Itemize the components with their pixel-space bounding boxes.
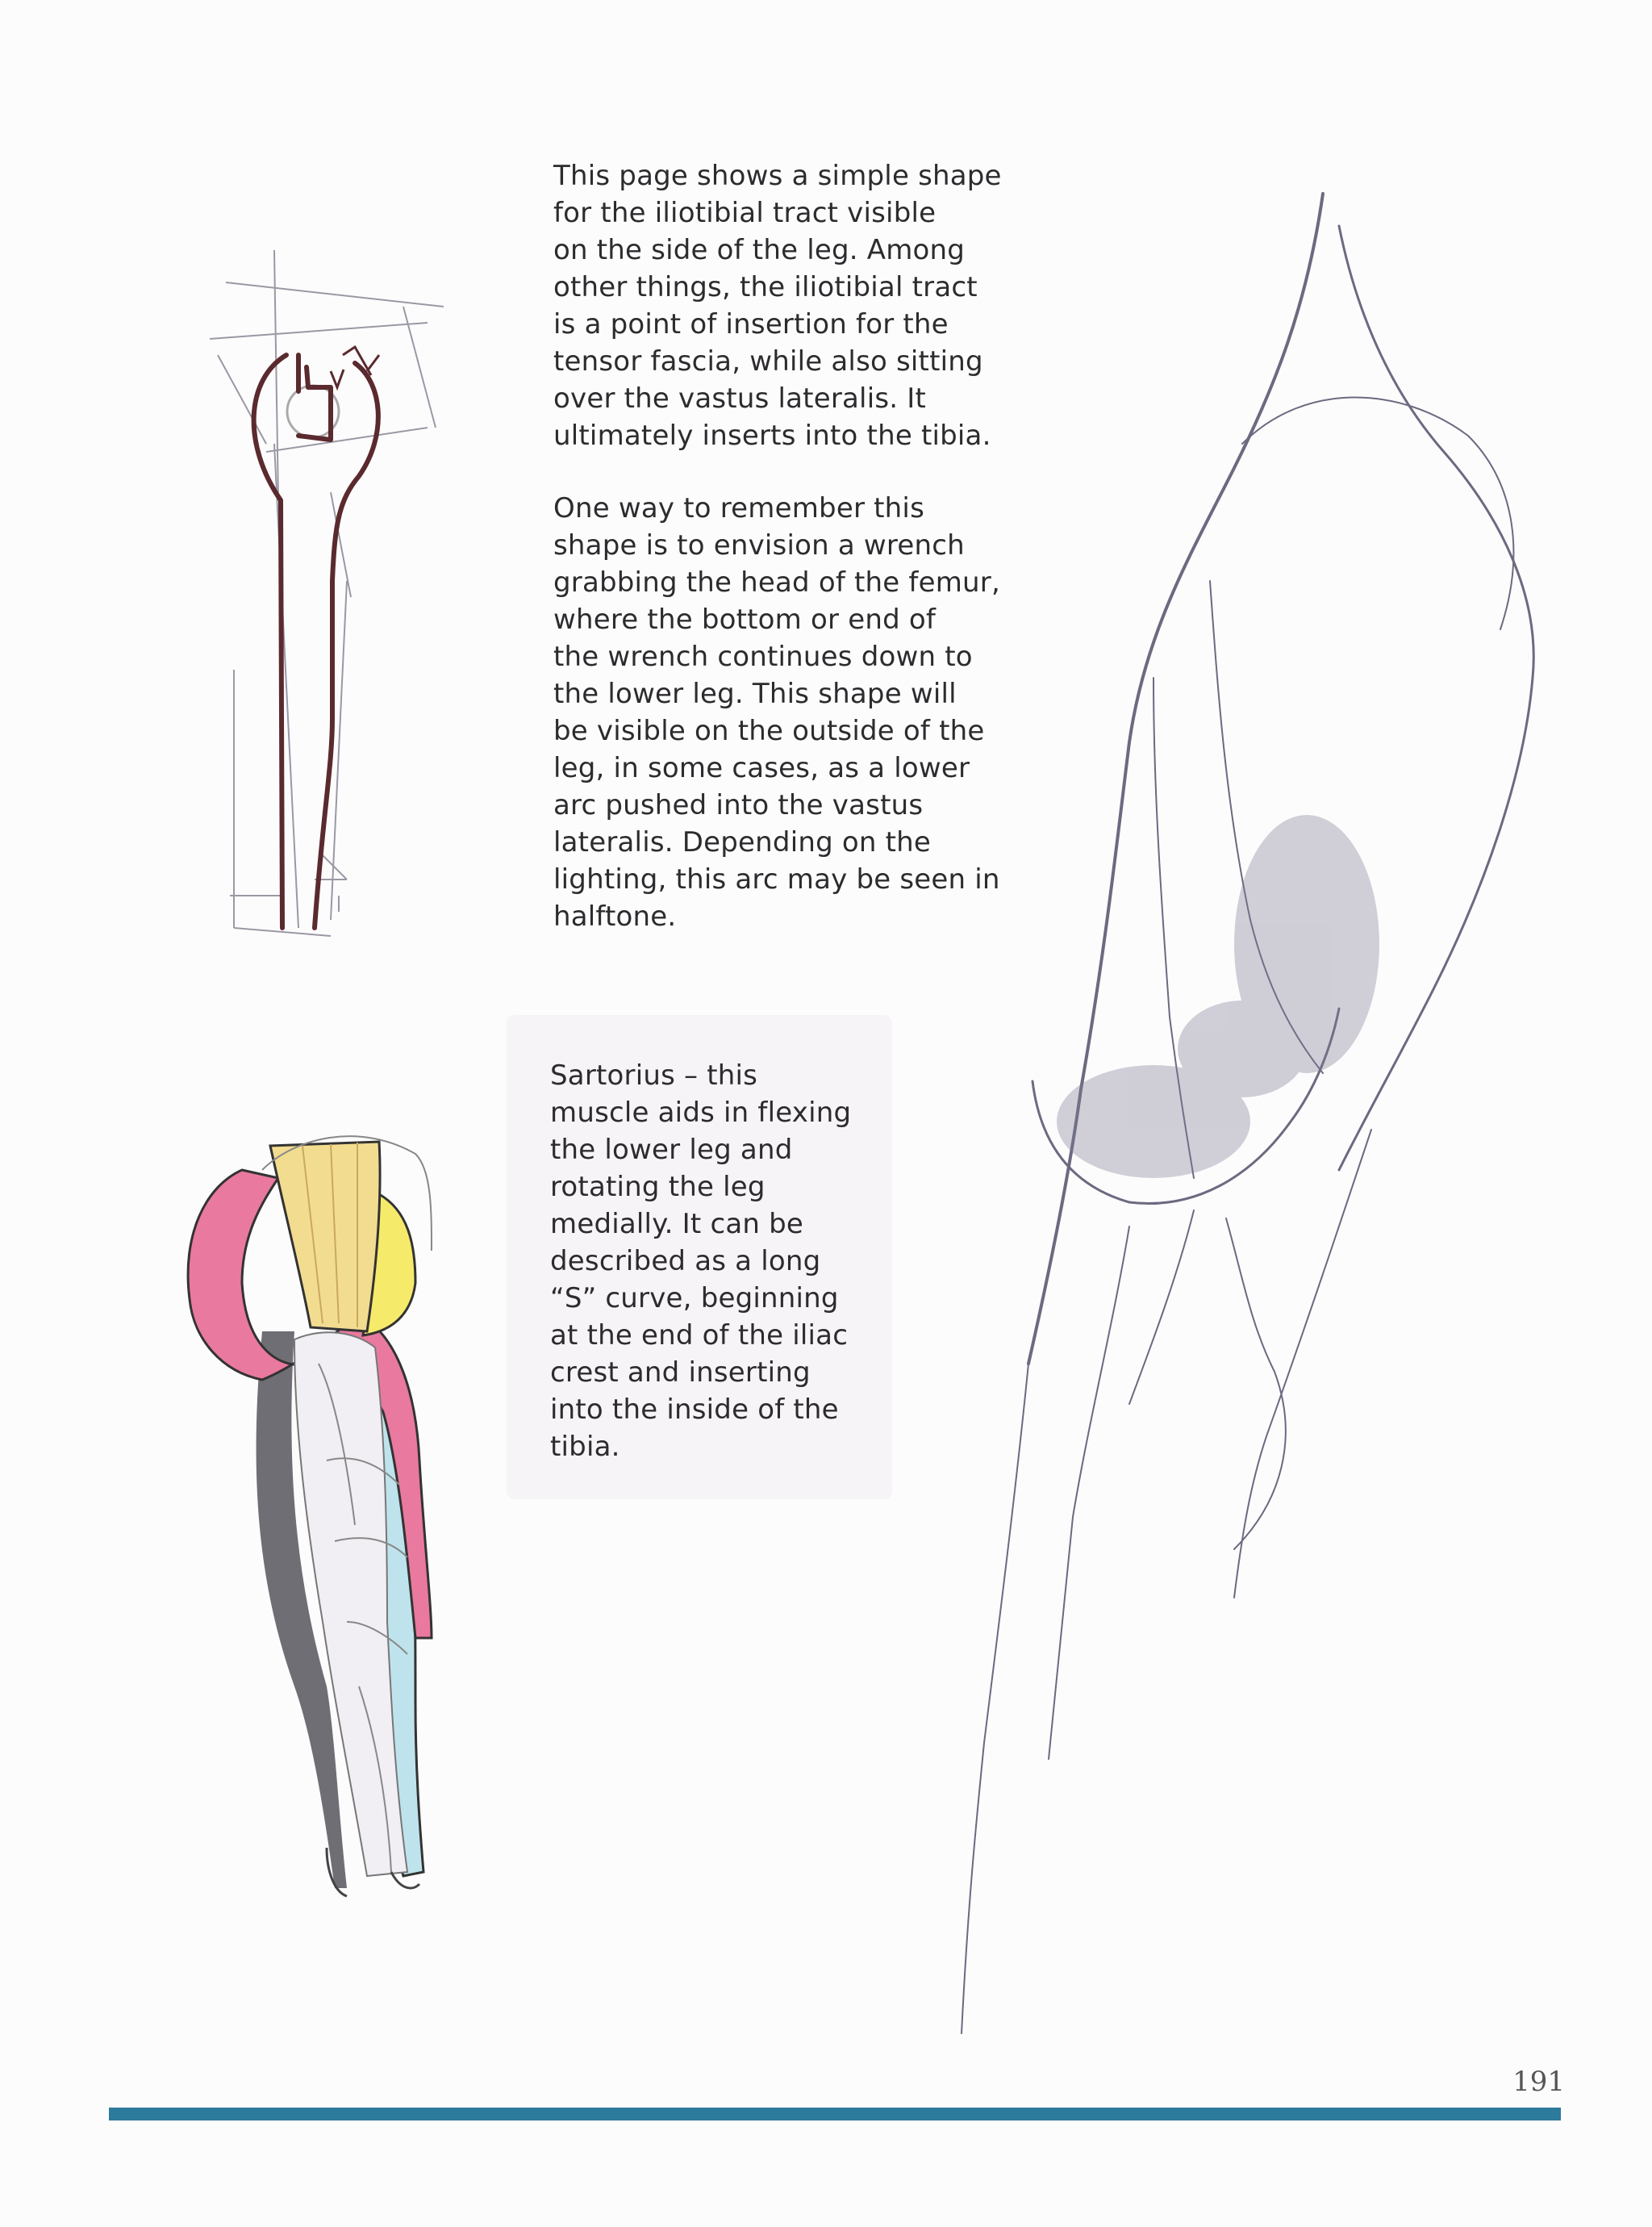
text-line: is a point of insertion for the	[553, 308, 949, 341]
text-line: the lower leg and	[550, 1134, 793, 1166]
text-line: where the bottom or end of	[553, 604, 937, 636]
text-line: halftone.	[553, 900, 677, 933]
text-line: for the iliotibial tract visible	[553, 197, 937, 229]
text-line: the lower leg. This shape will	[553, 678, 957, 710]
text-line: This page shows a simple shape	[553, 160, 1002, 192]
footer-rule	[109, 2108, 1561, 2120]
text-line: lateralis. Depending on the	[553, 826, 932, 859]
text-line: other things, the iliotibial tract	[553, 271, 978, 303]
text-line: grabbing the head of the femur,	[553, 566, 1000, 599]
text-line: medially. It can be	[550, 1208, 804, 1240]
text-line: described as a long	[550, 1245, 821, 1277]
colored-leg-muscle-diagram	[173, 1122, 464, 1912]
text-line: tensor fascia, while also sitting	[553, 345, 983, 378]
page-number: 191	[1512, 2066, 1565, 2098]
wrench-iliotibial-sketch	[186, 234, 452, 976]
text-line: leg, in some cases, as a lower	[553, 752, 970, 784]
text-line: lighting, this arc may be seen in	[553, 863, 1000, 896]
text-line: into the inside of the	[550, 1393, 839, 1426]
text-line: shape is to envision a wrench	[553, 529, 965, 562]
text-line: be visible on the outside of the	[553, 715, 985, 747]
text-line: at the end of the iliac	[550, 1319, 849, 1352]
text-line: tibia.	[550, 1431, 620, 1463]
text-line: “S” curve, beginning	[550, 1282, 839, 1314]
text-line: arc pushed into the vastus	[553, 789, 924, 821]
text-line: rotating the leg	[550, 1171, 766, 1203]
text-line: One way to remember this	[553, 492, 924, 524]
sartorius-paragraph	[550, 1057, 851, 1465]
wrench-outline	[254, 355, 378, 928]
text-line: over the vastus lateralis. It	[553, 382, 927, 415]
text-line: on the side of the leg. Among	[553, 234, 966, 266]
text-line: Sartorius – this	[550, 1059, 758, 1092]
text-line: muscle aids in flexing	[550, 1097, 852, 1129]
text-line: the wrench continues down to	[553, 641, 973, 673]
text-line: crest and inserting	[550, 1356, 811, 1389]
text-line: ultimately inserts into the tibia.	[553, 420, 991, 452]
pencil-leg-sketch	[887, 178, 1581, 2058]
tensor-fascia-region	[270, 1142, 380, 1331]
